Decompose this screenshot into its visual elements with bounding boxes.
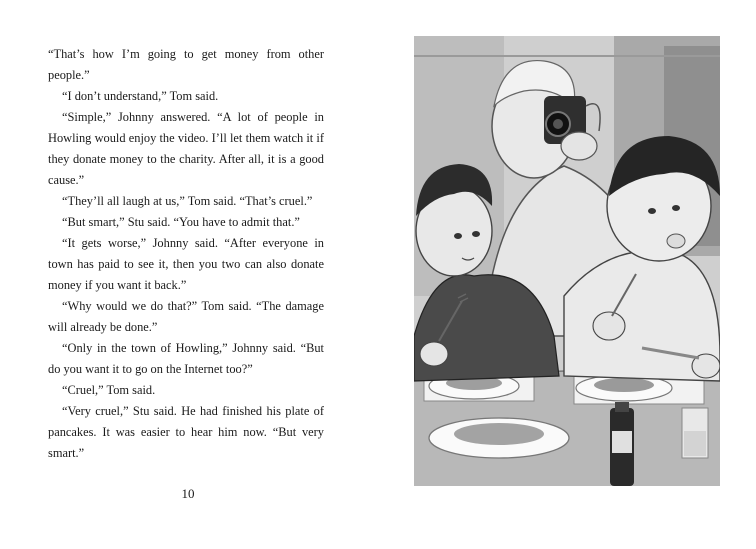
page-number: 10 bbox=[181, 486, 195, 501]
paragraph: “Only in the town of Howling,” Johnny said. “But do you want it to go on the Internet too?” bbox=[48, 341, 324, 376]
paragraph: “Why would we do that?” Tom said. “The damage will already be done.” bbox=[48, 299, 324, 334]
paragraph: “I don’t understand,” Tom said. bbox=[62, 89, 219, 103]
paragraph: “It gets worse,” Johnny said. “After everyone in town has paid to see it, then you two can also donate money if you want it back.” bbox=[48, 236, 324, 292]
breakfast-scene-illustration bbox=[414, 36, 720, 486]
story-text bbox=[48, 44, 324, 464]
illustration bbox=[414, 36, 720, 486]
paragraph: “Cruel,” Tom said. bbox=[62, 383, 156, 397]
paragraph: “Very cruel,” Stu said. He had finished his plate of pancakes. It was easier to hear him now. “But very smart.” bbox=[48, 404, 324, 460]
paragraph: “But smart,” Stu said. “You have to admit that.” bbox=[62, 215, 300, 229]
paragraph: “They’ll all laugh at us,” Tom said. “That’s cruel.” bbox=[62, 194, 313, 208]
paragraph: “That’s how I’m going to get money from other people.” bbox=[48, 47, 324, 82]
paragraph: “Simple,” Johnny answered. “A lot of people in Howling would enjoy the video. I’ll let them watch it if they donate money to the charity. After all, it is a good cause.” bbox=[48, 110, 324, 187]
